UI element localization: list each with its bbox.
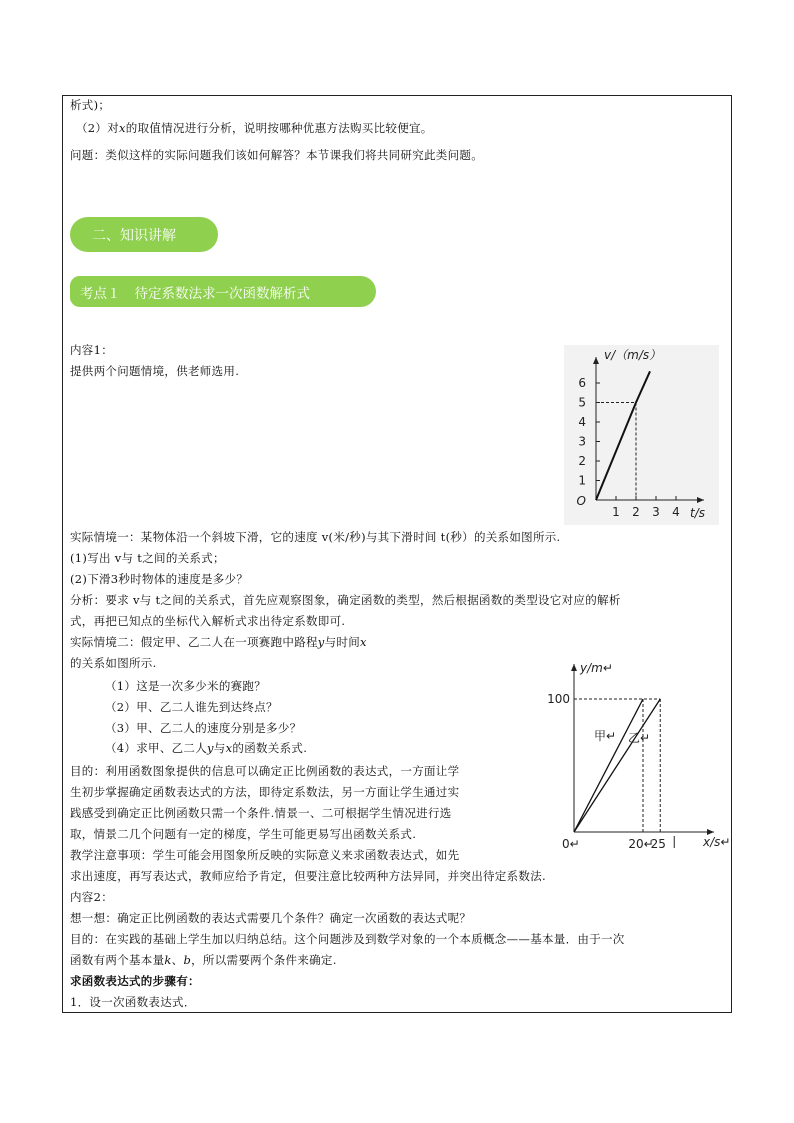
x-axis-label: t/s bbox=[690, 506, 705, 520]
y-axis-label: v/（m/s） bbox=[604, 348, 662, 362]
race-distance-time-chart bbox=[536, 660, 731, 855]
text-line: （2）甲、乙二人谁先到达终点？ bbox=[105, 700, 278, 714]
x-tick-label: 4 bbox=[672, 505, 680, 519]
section-heading-pill bbox=[70, 217, 218, 252]
y-tick-label: 4 bbox=[578, 415, 586, 429]
text-line: (1)写出 v与 t之间的关系式； bbox=[70, 551, 225, 565]
text-line: 想一想：确定正比例函数的表达式需要几个条件？确定一次函数的表达式呢？ bbox=[70, 911, 472, 925]
text-line: 取，情景二几个问题有一定的梯度，学生可能更易写出函数关系式. bbox=[70, 827, 417, 841]
text-line: 目的：利用函数图象提供的信息可以确定正比例函数的表达式，一方面让学 bbox=[70, 764, 460, 778]
content1-heading: 内容1： bbox=[70, 343, 114, 357]
x-axis-label: x/s↵ bbox=[703, 835, 731, 849]
text-line: 实际情境一：某物体沿一个斜坡下滑，它的速度 v(米/秒)与其下滑时间 t(秒）的关系如图所示. bbox=[70, 530, 561, 544]
x-tick-label: 3 bbox=[652, 505, 660, 519]
chart-background bbox=[564, 345, 719, 525]
text-line: 的关系如图所示. bbox=[70, 656, 157, 670]
y-axis-arrow bbox=[571, 664, 577, 671]
text-line: 式，再把已知点的坐标代入解析式求出待定系数即可. bbox=[70, 614, 346, 628]
series-label-yi: 乙↵ bbox=[628, 731, 651, 745]
text-line: 提供两个问题情境，供老师选用. bbox=[70, 364, 240, 378]
origin-label: 0↵ bbox=[562, 837, 580, 851]
section-title: 二、知识讲解 bbox=[92, 227, 176, 244]
text-line: 目的：在实践的基础上学生加以归纳总结。这个问题涉及到数学对象的一个本质概念——基本量．由于一次 bbox=[70, 932, 625, 946]
topic-number: 考点１ bbox=[80, 285, 121, 302]
text-line: 践感受到确定正比例函数只需一个条件.情景一、二可根据学生情况进行选 bbox=[70, 806, 452, 820]
text-line: 问题：类似这样的实际问题我们该如何解答？本节课我们将共同研究此类问题。 bbox=[70, 148, 483, 162]
text-line: （2）对𝑥的取值情况进行分析，说明按哪种优惠方法购买比较便宜。 bbox=[76, 121, 433, 135]
text-line: 分析：要求 v与 t之间的关系式，首先应观察图象，确定函数的类型，然后根据函数的类型设它对应的解析 bbox=[70, 593, 621, 607]
text-line: （3）甲、乙二人的速度分别是多少？ bbox=[105, 721, 302, 735]
topic-title: 待定系数法求一次函数解析式 bbox=[134, 285, 310, 302]
text-line: 析式)； bbox=[70, 98, 111, 112]
text-line: （4）求甲、乙二人𝑦与𝑥的函数关系式. bbox=[105, 741, 308, 755]
series-line-jia bbox=[574, 699, 643, 832]
text-line: 实际情境二：假定甲、乙二人在一项赛跑中路程𝑦与时间𝑥 bbox=[70, 635, 367, 649]
text-line: (2)下滑3秒时物体的速度是多少？ bbox=[70, 572, 249, 586]
y-tick-label: 1 bbox=[578, 473, 586, 488]
y-tick-label: 3 bbox=[578, 434, 586, 449]
steps-title: 求函数表达式的步骤有： bbox=[70, 974, 200, 988]
y-axis-label: y/m↵ bbox=[580, 661, 613, 675]
x-tick-label: 1 bbox=[612, 505, 620, 519]
x-tick-label: 20↵ bbox=[628, 837, 654, 851]
text-line: 1．设一次函数表达式． bbox=[70, 995, 196, 1009]
topic-heading-pill bbox=[70, 276, 376, 307]
x-tick-label: 2 bbox=[632, 505, 640, 519]
y-tick-label: 6 bbox=[578, 376, 586, 390]
series-line-yi bbox=[574, 699, 660, 832]
text-line: 教学注意事项：学生可能会用图象所反映的实际意义来求函数表达式，如先 bbox=[70, 848, 460, 862]
text-line: 求出速度，再写表达式，教师应给予肯定，但要注意比较两种方法异同，并突出待定系数法. bbox=[70, 869, 546, 883]
x-tick-label: 25 bbox=[650, 837, 666, 851]
y-tick-label: 100 bbox=[547, 692, 570, 706]
text-line: 函数有两个基本量𝑘、𝑏，所以需要两个条件来确定. bbox=[70, 953, 337, 967]
y-tick-label: 2 bbox=[578, 454, 586, 468]
text-line: 生初步掌握确定函数表达式的方法，即待定系数法，另一方面让学生通过实 bbox=[70, 785, 460, 799]
origin-label: O bbox=[576, 494, 586, 508]
text-line: （1）这是一次多少米的赛跑？ bbox=[105, 679, 267, 693]
velocity-time-chart bbox=[564, 345, 719, 525]
y-tick-label: 5 bbox=[578, 395, 586, 410]
content2-heading: 内容2： bbox=[70, 890, 114, 904]
series-label-jia: 甲↵ bbox=[594, 729, 617, 743]
